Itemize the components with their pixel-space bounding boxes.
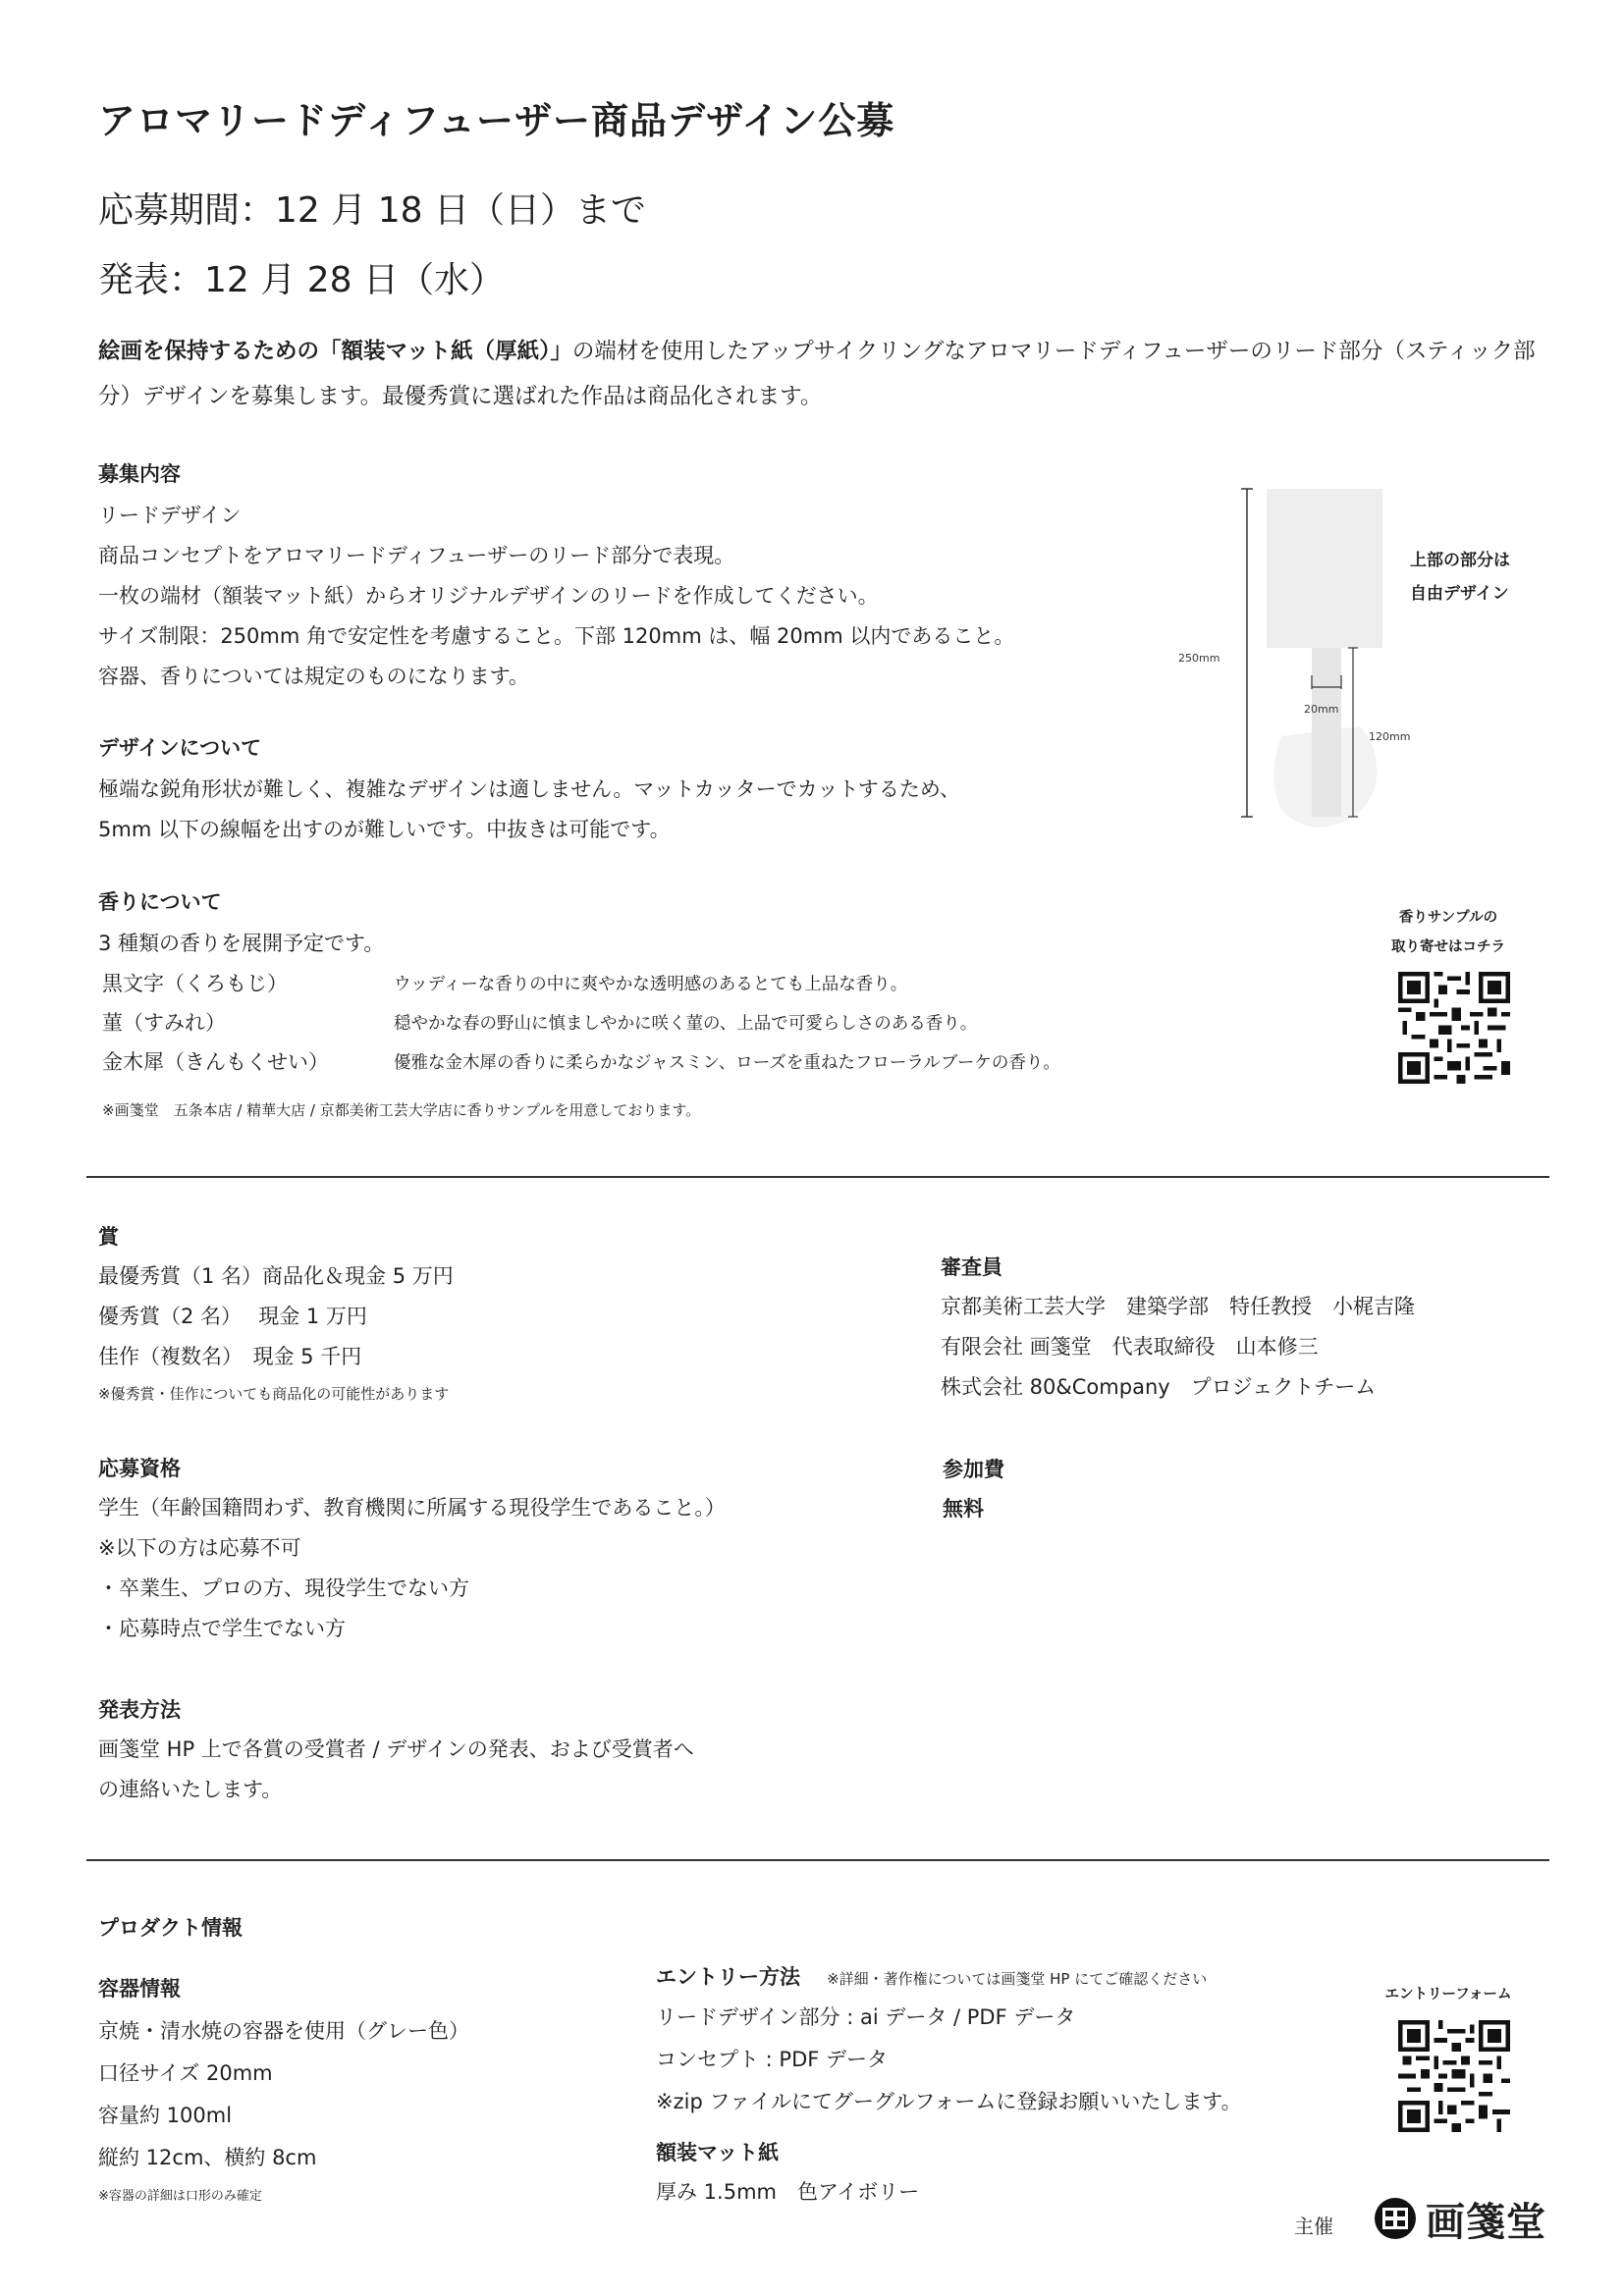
divider	[86, 1859, 1549, 1861]
entry-heading: エントリー方法	[656, 1965, 800, 1989]
eligibility-line: 学生（年齢国籍問わず、教育機関に所属する現役学生であること。）	[98, 1496, 726, 1520]
judge-line: 有限会社 画箋堂 代表取締役 山本修三	[941, 1335, 1319, 1359]
scent-heading: 香りについて	[98, 890, 222, 914]
diagram-note-line2: 自由デザイン	[1410, 584, 1509, 604]
intro-bold: 「額装マット紙（厚紙）」	[319, 339, 572, 364]
prize-heading: 賞	[98, 1225, 119, 1249]
prize-line: 佳作（複数名） 現金 5 千円	[98, 1345, 362, 1368]
design-line: 5mm 以下の線幅を出すのが難しいです。中抜きは可能です。	[98, 818, 671, 841]
diagram-note-line1: 上部の部分は	[1410, 551, 1510, 570]
label-120mm: 120mm	[1369, 730, 1411, 743]
scent-note: ※画箋堂 五条本店 / 精華大店 / 京都美術工芸大学店に香りサンプルを用意しております。	[102, 1101, 701, 1119]
eligibility-line: ※以下の方は応募不可	[98, 1536, 301, 1560]
scent-desc: 優雅な金木犀の香りに柔らかなジャスミン、ローズを重ねたフローラルブーケの香り。	[394, 1053, 1060, 1073]
boshu-line: サイズ制限：250mm 角で安定性を考慮すること。下部 120mm は、幅 20mm 以内であること。	[98, 624, 1015, 648]
entry-form-label: エントリーフォーム	[1384, 1987, 1512, 2002]
scent-desc: ウッディーな香りの中に爽やかな透明感のあるとても上品な香り。	[394, 975, 908, 994]
section-prize	[98, 1221, 454, 1404]
container-line: 京焼・清水焼の容器を使用（グレー色）	[98, 2019, 469, 2043]
judge-line: 株式会社 80&Company プロジェクトチーム	[941, 1375, 1377, 1399]
boshu-line: リードデザイン	[98, 504, 242, 527]
entry-qr-svg	[1398, 2020, 1510, 2132]
boshu-line: 容器、香りについては規定のものになります。	[98, 665, 529, 688]
entry-heading-note: ※詳細・著作権については画箋堂 HP にてご確認ください	[827, 1970, 1208, 1988]
eligibility-heading: 応募資格	[98, 1457, 181, 1480]
boshu-line: 一枚の端材（額装マット紙）からオリジナルデザインのリードを作成してください。	[98, 584, 879, 608]
entry-line: リードデザイン部分 : ai データ / PDF データ	[656, 2005, 1076, 2029]
judge-line: 京都美術工芸大学 建築学部 特任教授 小梶吉隆	[941, 1295, 1415, 1318]
section-boshu	[98, 458, 1014, 697]
section-entry	[656, 1961, 1242, 2213]
container-note: ※容器の詳細は口形のみ確定	[98, 2189, 262, 2204]
scent-qr-caption	[1375, 903, 1522, 962]
section-design	[98, 732, 960, 850]
eligibility-line: ・卒業生、プロの方、現役学生でない方	[98, 1576, 469, 1600]
announce-method-line: の連絡いたします。	[98, 1778, 283, 1801]
page-title: アロマリードディフューザー商品デザイン公募	[98, 99, 895, 142]
entry-line: ※zip ファイルにてグーグルフォームに登録お願いいたします。	[656, 2090, 1242, 2113]
section-announce-method	[98, 1694, 694, 1810]
fee-heading: 参加費	[943, 1458, 1004, 1481]
announce-method-heading: 発表方法	[98, 1698, 181, 1722]
boshu-line: 商品コンセプトをアロマリードディフューザーのリード部分で表現。	[98, 544, 735, 567]
reed-diagram-svg	[1159, 481, 1571, 854]
scent-qr-svg	[1398, 972, 1510, 1084]
sponsor-logo	[1373, 2189, 1546, 2248]
intro-post: の端材を使用したアップサイクリングなアロマリードディフューザーのリード部分（スティック部分）デザインを募集します。最優秀賞に選ばれた作品は商品化されます。	[98, 339, 1536, 409]
intro-pre: 絵画を保持するための	[98, 339, 320, 364]
divider	[86, 1176, 1549, 1178]
section-container	[98, 1973, 469, 2204]
container-line: 容量約 100ml	[98, 2104, 233, 2127]
section-judges	[941, 1252, 1415, 1408]
container-line: 縦約 12cm、横約 8cm	[98, 2146, 317, 2169]
prize-line: 優秀賞（2 名） 現金 1 万円	[98, 1305, 367, 1328]
scent-list	[102, 968, 1182, 1086]
sponsor-label: 主催	[1294, 2215, 1333, 2238]
judges-heading: 審査員	[941, 1255, 1002, 1279]
scent-name: 金木犀（きんもくせい）	[102, 1050, 329, 1074]
eligibility-line: ・応募時点で学生でない方	[98, 1617, 346, 1640]
scent-intro: 3 種類の香りを展開予定です。	[98, 932, 385, 955]
product-heading: プロダクト情報	[98, 1916, 243, 1940]
mat-value: 厚み 1.5mm 色アイボリー	[656, 2180, 920, 2204]
section-fee	[943, 1454, 1004, 1529]
section-eligibility	[98, 1453, 726, 1649]
diagram-note	[1410, 544, 1510, 611]
design-heading: デザインについて	[98, 736, 262, 760]
scent-qr-code[interactable]	[1398, 972, 1510, 1084]
scent-qr-caption-line1: 香りサンプルの	[1398, 910, 1498, 926]
announce-method-line: 画箋堂 HP 上で各賞の受賞者 / デザインの発表、および受賞者へ	[98, 1737, 694, 1761]
container-heading: 容器情報	[98, 1977, 181, 2001]
container-line: 口径サイズ 20mm	[98, 2061, 273, 2085]
scent-name: 菫（すみれ）	[102, 1011, 226, 1035]
fee-value: 無料	[943, 1497, 984, 1521]
intro-paragraph	[98, 329, 1551, 419]
sponsor-logo-text: 画箋堂	[1426, 2198, 1546, 2245]
announcement-date: 発表：12 月 28 日（水）	[98, 260, 505, 300]
design-line: 極端な鋭角形状が難しく、複雑なデザインは適しません。マットカッターでカットするため、	[98, 777, 961, 801]
application-period: 応募期間：12 月 18 日（日）まで	[98, 190, 646, 231]
scent-qr-caption-line2: 取り寄せはコチラ	[1391, 939, 1505, 955]
scent-desc: 穏やかな春の野山に慎ましやかに咲く菫の、上品で可愛らしさのある香り。	[394, 1014, 978, 1034]
mat-heading: 額装マット紙	[656, 2141, 780, 2164]
sponsor-logo-icon	[1373, 2196, 1418, 2241]
prize-line: 最優秀賞（1 名）商品化＆現金 5 万円	[98, 1264, 454, 1288]
entry-form-qr-code[interactable]	[1398, 2020, 1510, 2132]
entry-line: コンセプト : PDF データ	[656, 2048, 889, 2071]
scent-name: 黒文字（くろもじ）	[102, 972, 288, 995]
boshu-heading: 募集内容	[98, 462, 181, 486]
label-20mm: 20mm	[1304, 703, 1339, 716]
label-250mm: 250mm	[1178, 652, 1220, 665]
reed-diagram	[1159, 481, 1571, 854]
section-scent	[98, 886, 384, 964]
prize-note: ※優秀賞・佳作についても商品化の可能性があります	[98, 1385, 450, 1403]
